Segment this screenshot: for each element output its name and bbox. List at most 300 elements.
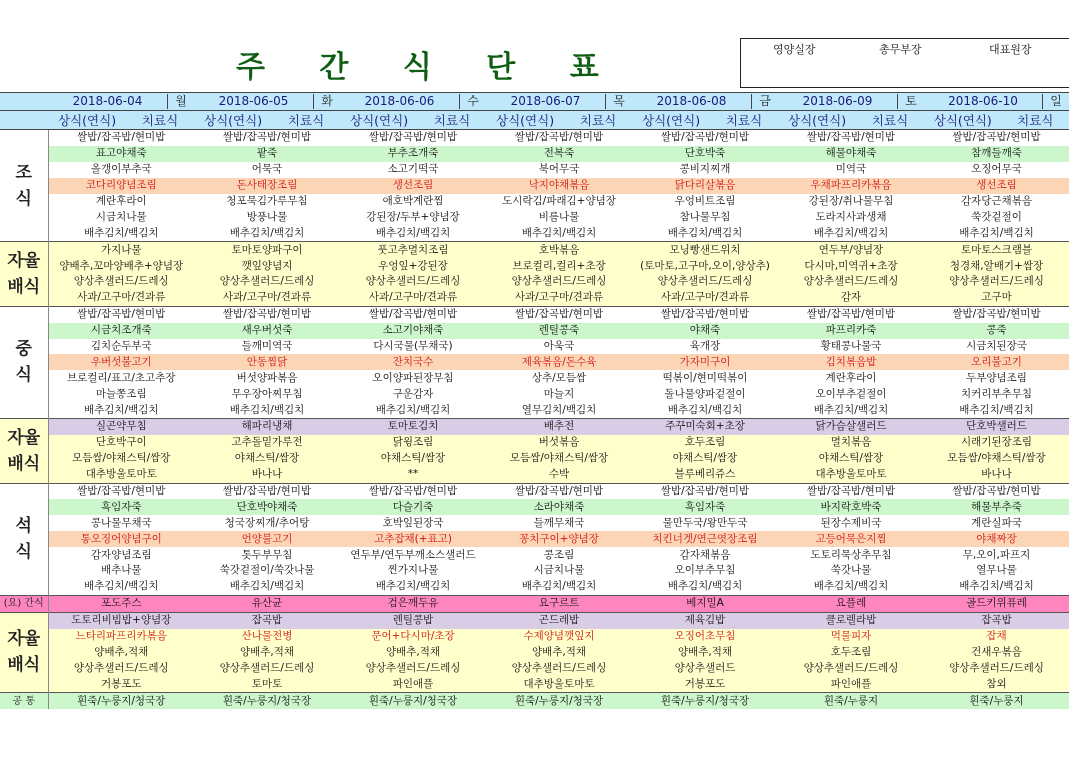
menu-item: 양배추,꼬마양배추+양념장 (48, 258, 194, 274)
menu-item: 배추김치/백김치 (632, 579, 778, 595)
meal-type-header (48, 111, 194, 130)
menu-item: 거봉포도 (48, 676, 194, 692)
menu-item: 쌀밥/잡곡밥/현미밥 (194, 483, 340, 499)
menu-item: 오이부추무침 (632, 563, 778, 579)
menu-item: 시금치된장국 (924, 339, 1069, 355)
menu-item: 통오징어양념구이 (48, 531, 194, 547)
day-of-week: 일 (1042, 94, 1069, 109)
menu-row (0, 660, 1069, 676)
menu-item: 미역국 (778, 162, 924, 178)
menu-item: 쌀밥/잡곡밥/현미밥 (48, 483, 194, 499)
menu-row (0, 419, 1069, 435)
meal-type-header (194, 111, 340, 130)
menu-item: 멸치볶음 (778, 435, 924, 451)
menu-item: 들깨무채국 (486, 515, 632, 531)
menu-item: 찐가지나물 (340, 563, 486, 579)
menu-item: 거봉포도 (632, 676, 778, 692)
meal-section-label: (요) 간식 (0, 595, 48, 612)
menu-item: 참나물무침 (632, 209, 778, 225)
menu-item: 김치볶음밥 (778, 354, 924, 370)
menu-item: 단호박구이 (48, 435, 194, 451)
day-of-week: 금 (751, 94, 778, 109)
day-header (778, 93, 924, 111)
menu-item: 계란후라이 (778, 370, 924, 386)
menu-row (0, 531, 1069, 547)
menu-item: 바나나 (924, 467, 1069, 483)
menu-item: 톳두부무침 (194, 547, 340, 563)
menu-item: 쑥갓겉절이 (924, 209, 1069, 225)
menu-item: 흑임자죽 (48, 499, 194, 515)
menu-item: 수제양념깻잎지 (486, 629, 632, 645)
menu-item: 배추김치/백김치 (194, 579, 340, 595)
corner-cell (0, 111, 48, 130)
corner-cell (0, 93, 48, 111)
menu-item: 대추방울토마토 (486, 676, 632, 692)
menu-item: 쌀밥/잡곡밥/현미밥 (194, 306, 340, 322)
menu-row (0, 290, 1069, 306)
meal-type-header (924, 111, 1069, 130)
menu-item: 닭윙조림 (340, 435, 486, 451)
menu-item: 실곤약무침 (48, 419, 194, 435)
menu-item: 오이양파된장무침 (340, 370, 486, 386)
menu-item: 양상추샐러드/드레싱 (194, 660, 340, 676)
menu-item: 양상추샐러드/드레싱 (486, 274, 632, 290)
menu-item: 양상추샐러드/드레싱 (778, 274, 924, 290)
day-of-week: 토 (897, 94, 924, 109)
day-header (486, 93, 632, 111)
menu-item: 고등어묵은지찜 (778, 531, 924, 547)
menu-row (0, 209, 1069, 225)
menu-item: 참외 (924, 676, 1069, 692)
menu-row (0, 306, 1069, 322)
menu-item: 생선조림 (340, 178, 486, 194)
approval-admin-head: 총무부장 (879, 43, 922, 56)
menu-item: 언양불고기 (194, 531, 340, 547)
menu-item: 안동찜닭 (194, 354, 340, 370)
menu-item: 마늘쫑조림 (48, 386, 194, 402)
menu-item: 애호박계란찜 (340, 194, 486, 210)
menu-item: 호박잎된장국 (340, 515, 486, 531)
menu-item: 쑥갓겉절이/쑥갓나물 (194, 563, 340, 579)
menu-item: 렌틸콩죽 (486, 323, 632, 339)
day-of-week: 목 (605, 94, 632, 109)
day-date: 2018-06-06 (364, 94, 435, 108)
menu-item: 치커리부추무침 (924, 386, 1069, 402)
menu-item: 도라지사과생채 (778, 209, 924, 225)
menu-item: 야채스틱/쌈장 (632, 451, 778, 467)
menu-item: 다슬기죽 (340, 499, 486, 515)
menu-item: 가자미구이 (632, 354, 778, 370)
day-date: 2018-06-09 (802, 94, 873, 108)
menu-item: 가지나물 (48, 242, 194, 258)
day-header (632, 93, 778, 111)
menu-item: 풋고추멸치조림 (340, 242, 486, 258)
day-of-week: 월 (167, 94, 194, 109)
menu-item: 떡볶이/현미떡볶이 (632, 370, 778, 386)
approval-director: 대표원장 (989, 43, 1032, 56)
menu-item: 배추전 (486, 419, 632, 435)
menu-item: 강된장/취나물무침 (778, 194, 924, 210)
menu-item: 대추방울토마토 (778, 467, 924, 483)
weekly-menu-table (0, 92, 1069, 709)
menu-item: 양상추샐러드/드레싱 (632, 274, 778, 290)
menu-item: 김치순두부국 (48, 339, 194, 355)
menu-row (0, 645, 1069, 661)
menu-item: 흑임자죽 (632, 499, 778, 515)
menu-item: 콩조림 (486, 547, 632, 563)
menu-item: 곤드레밥 (486, 612, 632, 628)
menu-item: 야채스틱/쌈장 (778, 451, 924, 467)
day-date: 2018-06-07 (510, 94, 581, 108)
day-header (194, 93, 340, 111)
menu-item: 야채스틱/쌈장 (194, 451, 340, 467)
menu-item: 시금치나물 (486, 563, 632, 579)
menu-item: 상추/모듬쌈 (486, 370, 632, 386)
menu-item: 배추나물 (48, 563, 194, 579)
menu-item: 쌀밥/잡곡밥/현미밥 (340, 306, 486, 322)
menu-item: 버섯양파볶음 (194, 370, 340, 386)
menu-item: 모듬쌈/야채스틱/쌈장 (48, 451, 194, 467)
menu-item: 소라야채죽 (486, 499, 632, 515)
menu-item: 단호박야채죽 (194, 499, 340, 515)
menu-item: 브로컬리,컬리+초장 (486, 258, 632, 274)
menu-item: 배추김치/백김치 (48, 402, 194, 418)
menu-item: 베지밀A (632, 595, 778, 612)
meal-type-header (486, 111, 632, 130)
menu-item: 사과/고구마/견과류 (194, 290, 340, 306)
menu-item: 잔치국수 (340, 354, 486, 370)
menu-item: 양배추,적채 (194, 645, 340, 661)
menu-item: 모닝빵샌드위치 (632, 242, 778, 258)
menu-row (0, 370, 1069, 386)
menu-item: 물만두국/왕만두국 (632, 515, 778, 531)
menu-item: 소고기떡국 (340, 162, 486, 178)
day-header (924, 93, 1069, 111)
menu-item: 배추김치/백김치 (48, 225, 194, 241)
menu-item: 파인애플 (340, 676, 486, 692)
menu-item: 연두부/연두부깨소스샐러드 (340, 547, 486, 563)
meal-type-header (632, 111, 778, 130)
menu-item: 흰죽/누룽지/청국장 (632, 693, 778, 709)
menu-item: 모듬쌈/야채스틱/쌈장 (486, 451, 632, 467)
menu-item: 제육볶음/돈수육 (486, 354, 632, 370)
menu-item: 콩죽 (924, 323, 1069, 339)
therapy-diet-label: 치료식 (141, 112, 179, 128)
menu-row (0, 402, 1069, 418)
meal-section-label: 자율 배식 (0, 242, 48, 307)
menu-item: 유산균 (194, 595, 340, 612)
menu-item: 청포묵김가루무침 (194, 194, 340, 210)
menu-item: 시래기된장조림 (924, 435, 1069, 451)
menu-item: 우엉비트조림 (632, 194, 778, 210)
menu-item: 쌀밥/잡곡밥/현미밥 (486, 130, 632, 146)
meal-section-label: 조 식 (0, 130, 48, 242)
menu-row (0, 499, 1069, 515)
menu-row (0, 563, 1069, 579)
menu-item: 쌀밥/잡곡밥/현미밥 (778, 130, 924, 146)
meal-section-label: 자율 배식 (0, 419, 48, 484)
menu-item: 양배추,적채 (48, 645, 194, 661)
day-of-week: 수 (459, 94, 486, 109)
menu-item: 양상추샐러드/드레싱 (778, 660, 924, 676)
menu-item: 배추김치/백김치 (340, 402, 486, 418)
menu-item: 블루베리쥬스 (632, 467, 778, 483)
menu-item: 양상추샐러드/드레싱 (340, 660, 486, 676)
menu-item: 깻잎양념지 (194, 258, 340, 274)
menu-item: 전복죽 (486, 146, 632, 162)
menu-row (0, 435, 1069, 451)
meal-section-label: 중 식 (0, 306, 48, 418)
day-header (48, 93, 194, 111)
menu-item: 검은깨두유 (340, 595, 486, 612)
menu-item: 흰죽/누룽지/청국장 (194, 693, 340, 709)
day-of-week: 화 (313, 94, 340, 109)
menu-item: 쌀밥/잡곡밥/현미밥 (632, 483, 778, 499)
menu-item: 계란실파국 (924, 515, 1069, 531)
menu-item: 쌀밥/잡곡밥/현미밥 (194, 130, 340, 146)
menu-item: 브로컬리/표고/초고추장 (48, 370, 194, 386)
meal-section-label: 자율 배식 (0, 612, 48, 692)
menu-item: 우버섯불고기 (48, 354, 194, 370)
regular-diet-label: 상식(연식) (496, 112, 555, 128)
menu-item: 팥죽 (194, 146, 340, 162)
menu-item: 배추김치/백김치 (924, 579, 1069, 595)
menu-item: 배추김치/백김치 (778, 579, 924, 595)
menu-item: 오징어무국 (924, 162, 1069, 178)
menu-item: 계란후라이 (48, 194, 194, 210)
menu-item: 북어무국 (486, 162, 632, 178)
menu-row (0, 629, 1069, 645)
menu-item: 바지락호박죽 (778, 499, 924, 515)
menu-item: 토마토스크램블 (924, 242, 1069, 258)
menu-row (0, 146, 1069, 162)
menu-item: 바나나 (194, 467, 340, 483)
regular-diet-label: 상식(연식) (350, 112, 409, 128)
menu-item: 파인애플 (778, 676, 924, 692)
menu-item: 양배추,적채 (632, 645, 778, 661)
menu-item: 배추김치/백김치 (486, 579, 632, 595)
therapy-diet-label: 치료식 (433, 112, 471, 128)
meal-type-header (340, 111, 486, 130)
menu-item: 된장수제비국 (778, 515, 924, 531)
menu-item: 마늘지 (486, 386, 632, 402)
menu-item: 두부양념조림 (924, 370, 1069, 386)
regular-diet-label: 상식(연식) (788, 112, 847, 128)
menu-item: 쑥갓나물 (778, 563, 924, 579)
therapy-diet-label: 치료식 (725, 112, 763, 128)
menu-item: 쌀밥/잡곡밥/현미밥 (340, 130, 486, 146)
menu-row (0, 693, 1069, 709)
menu-item: 토마토 (194, 676, 340, 692)
menu-item: 쌀밥/잡곡밥/현미밥 (48, 130, 194, 146)
menu-item: 새우버섯죽 (194, 323, 340, 339)
menu-item: 도토리비빔밥+양념장 (48, 612, 194, 628)
menu-item: 어묵국 (194, 162, 340, 178)
menu-item: 다시마,미역귀+초장 (778, 258, 924, 274)
menu-item: 쌀밥/잡곡밥/현미밥 (778, 483, 924, 499)
menu-item: 수박 (486, 467, 632, 483)
therapy-diet-label: 치료식 (579, 112, 617, 128)
menu-item: 무,오이,파프지 (924, 547, 1069, 563)
menu-item: 육개장 (632, 339, 778, 355)
menu-row (0, 130, 1069, 146)
menu-item: 배추김치/백김치 (48, 579, 194, 595)
menu-item: 배추김치/백김치 (778, 225, 924, 241)
menu-item: 요구르트 (486, 595, 632, 612)
menu-item: 쌀밥/잡곡밥/현미밥 (340, 483, 486, 499)
therapy-diet-label: 치료식 (287, 112, 325, 128)
menu-row (0, 339, 1069, 355)
menu-item: 쌀밥/잡곡밥/현미밥 (924, 483, 1069, 499)
menu-item: 오리불고기 (924, 354, 1069, 370)
menu-item: 감자당근채볶음 (924, 194, 1069, 210)
menu-item: 렌틸콩밥 (340, 612, 486, 628)
menu-item: 우엉잎+강된장 (340, 258, 486, 274)
menu-row (0, 467, 1069, 483)
menu-row (0, 612, 1069, 628)
menu-item: 느타리파프리카볶음 (48, 629, 194, 645)
menu-item: 표고야채죽 (48, 146, 194, 162)
menu-row (0, 451, 1069, 467)
menu-item: 잡곡밥 (194, 612, 340, 628)
menu-item: 양상추샐러드 (632, 660, 778, 676)
date-header-row (0, 93, 1069, 111)
menu-item: 배추김치/백김치 (340, 579, 486, 595)
menu-item: 골드키위퓨레 (924, 595, 1069, 612)
menu-row (0, 483, 1069, 499)
menu-item: 우채파프리카볶음 (778, 178, 924, 194)
menu-row (0, 162, 1069, 178)
approval-nutrition-head: 영양실장 (773, 43, 816, 56)
menu-item: 배추김치/백김치 (340, 225, 486, 241)
menu-item: 낙지야채볶음 (486, 178, 632, 194)
therapy-diet-label: 치료식 (871, 112, 909, 128)
menu-item: 오징어초무침 (632, 629, 778, 645)
menu-item: 생선조림 (924, 178, 1069, 194)
menu-item: 배추김치/백김치 (632, 225, 778, 241)
menu-row (0, 225, 1069, 241)
menu-item: 청경채,알배기+쌈장 (924, 258, 1069, 274)
menu-item: 쌀밥/잡곡밥/현미밥 (486, 483, 632, 499)
menu-item: 배추김치/백김치 (194, 402, 340, 418)
meal-section-label: 공 통 (0, 693, 48, 709)
menu-item: 콩나물무채국 (48, 515, 194, 531)
menu-item: 클로렐라밥 (778, 612, 924, 628)
menu-item: 호두조림 (778, 645, 924, 661)
day-date: 2018-06-08 (656, 94, 727, 108)
menu-row (0, 515, 1069, 531)
menu-item: 모듬쌈/야채스틱/쌈장 (924, 451, 1069, 467)
menu-item: 포도주스 (48, 595, 194, 612)
menu-item: 사과/고구마/견과류 (632, 290, 778, 306)
menu-item: 열무나물 (924, 563, 1069, 579)
menu-item: 배추김치/백김치 (486, 225, 632, 241)
menu-item: 토마토양파구이 (194, 242, 340, 258)
menu-item: 감자양념조림 (48, 547, 194, 563)
menu-item: 해물야채죽 (778, 146, 924, 162)
menu-item: 닭다리살볶음 (632, 178, 778, 194)
menu-item: 배추김치/백김치 (632, 402, 778, 418)
menu-item: 쌀밥/잡곡밥/현미밥 (924, 306, 1069, 322)
menu-item: 단호박샐러드 (924, 419, 1069, 435)
menu-item: 감자채볶음 (632, 547, 778, 563)
menu-item: 고추돌밑가루전 (194, 435, 340, 451)
regular-diet-label: 상식(연식) (642, 112, 701, 128)
menu-item: 야채스틱/쌈장 (340, 451, 486, 467)
menu-item: 열무김치/백김치 (486, 402, 632, 418)
menu-row (0, 242, 1069, 258)
menu-item: 야채짜장 (924, 531, 1069, 547)
menu-item: 파프리카죽 (778, 323, 924, 339)
menu-item: 사과/고구마/견과류 (486, 290, 632, 306)
menu-item: 단호박죽 (632, 146, 778, 162)
menu-item: 양상추샐러드/드레싱 (48, 660, 194, 676)
menu-item: 쌀밥/잡곡밥/현미밥 (632, 130, 778, 146)
menu-item: ** (340, 467, 486, 483)
menu-item: 돌나물양파겉절이 (632, 386, 778, 402)
meal-type-header-row (0, 111, 1069, 130)
menu-item: 방풍나물 (194, 209, 340, 225)
menu-item: 배추김치/백김치 (924, 402, 1069, 418)
menu-item: 시금치나물 (48, 209, 194, 225)
menu-item: 양배추,적채 (340, 645, 486, 661)
menu-row (0, 258, 1069, 274)
menu-item: 토마토김치 (340, 419, 486, 435)
menu-item: 돈사태장조림 (194, 178, 340, 194)
regular-diet-label: 상식(연식) (933, 112, 992, 128)
menu-item: 다시국물(무채국) (340, 339, 486, 355)
menu-item: 고구마 (924, 290, 1069, 306)
menu-item: 쌀밥/잡곡밥/현미밥 (632, 306, 778, 322)
menu-item: 제육김밥 (632, 612, 778, 628)
regular-diet-label: 상식(연식) (204, 112, 263, 128)
menu-item: 대추방울토마토 (48, 467, 194, 483)
menu-item: 감자 (778, 290, 924, 306)
menu-item: 요플레 (778, 595, 924, 612)
menu-item: 산나물전병 (194, 629, 340, 645)
menu-item: 해파리냉채 (194, 419, 340, 435)
menu-item: 콩비지찌개 (632, 162, 778, 178)
menu-item: 오이부추겉절이 (778, 386, 924, 402)
menu-item: 사과/고구마/견과류 (340, 290, 486, 306)
menu-row (0, 676, 1069, 692)
menu-item: 호두조림 (632, 435, 778, 451)
menu-row (0, 178, 1069, 194)
menu-item: 소고기야채죽 (340, 323, 486, 339)
menu-row (0, 595, 1069, 612)
menu-item: 구운감자 (340, 386, 486, 402)
menu-item: 주꾸미숙회+초장 (632, 419, 778, 435)
menu-item: 양상추샐러드/드레싱 (924, 274, 1069, 290)
menu-item: 해물부추죽 (924, 499, 1069, 515)
menu-item: 잡곡밥 (924, 612, 1069, 628)
menu-item: 배추김치/백김치 (924, 225, 1069, 241)
menu-item: 먹물피자 (778, 629, 924, 645)
menu-row (0, 194, 1069, 210)
menu-item: 버섯볶음 (486, 435, 632, 451)
menu-item: 고추잡채(+표고) (340, 531, 486, 547)
menu-item: 아욱국 (486, 339, 632, 355)
day-header (340, 93, 486, 111)
menu-item: 쌀밥/잡곡밥/현미밥 (48, 306, 194, 322)
menu-row (0, 274, 1069, 290)
menu-item: 참깨들깨죽 (924, 146, 1069, 162)
menu-item: 시금치조개죽 (48, 323, 194, 339)
day-date: 2018-06-05 (218, 94, 289, 108)
menu-item: 문어+다시마/초장 (340, 629, 486, 645)
menu-item: 들깨미역국 (194, 339, 340, 355)
menu-item: 올갱이부추국 (48, 162, 194, 178)
